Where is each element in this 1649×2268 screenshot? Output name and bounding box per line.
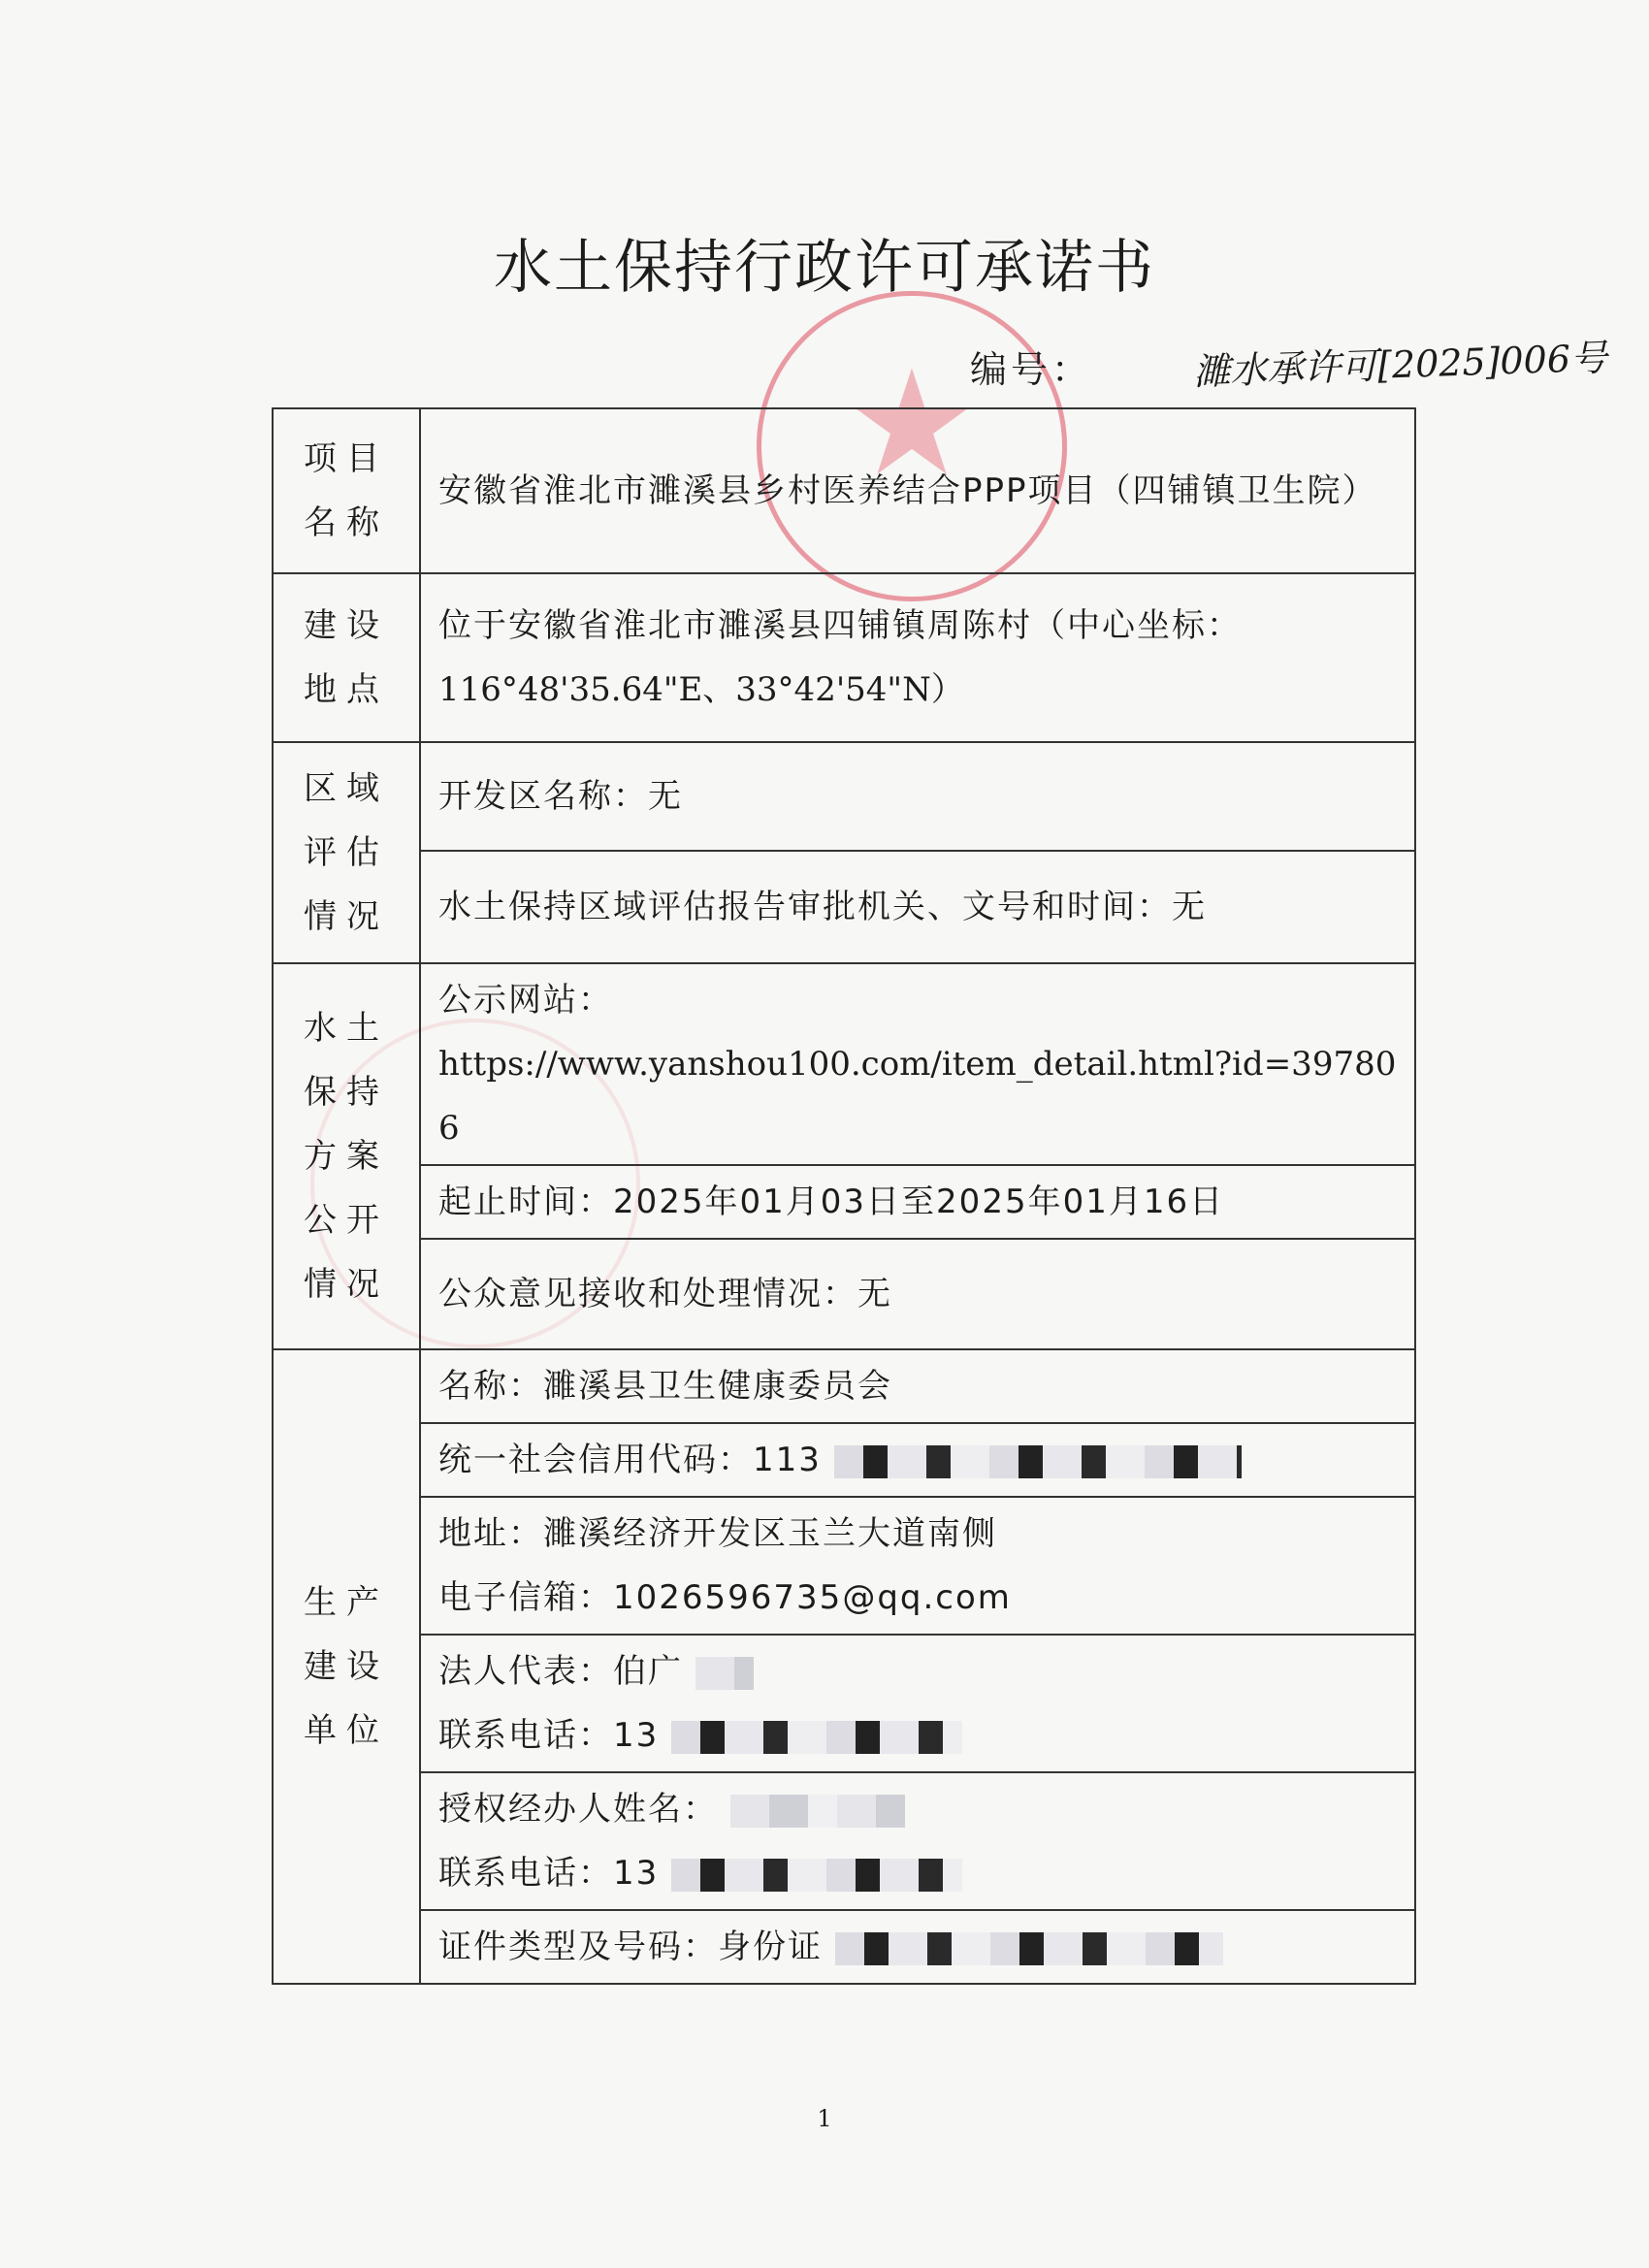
row-plan-disclosure-2 [273, 1165, 1415, 1239]
row-location [273, 573, 1415, 742]
row-producer-3 [273, 1497, 1415, 1635]
redaction-mask [671, 1721, 962, 1754]
label-project-name: 项目 名称 [273, 408, 420, 573]
value-producer-name: 名称：濉溪县卫生健康委员会 [420, 1349, 1415, 1423]
value-legal-rep [420, 1635, 1415, 1772]
legal-rep-text: 法人代表：伯广 [438, 1652, 683, 1691]
row-producer-1 [273, 1349, 1415, 1423]
agent-name-line [438, 1777, 1401, 1841]
value-dev-zone: 开发区名称：无 [420, 742, 1415, 851]
website-label: 公示网站： [438, 981, 613, 1020]
row-producer-4 [273, 1635, 1415, 1772]
row-producer-6 [273, 1910, 1415, 1984]
row-producer-5 [273, 1772, 1415, 1910]
page-number: 1 [817, 2105, 832, 2132]
email-text: 电子信箱：1026596735@qq.com [438, 1578, 1012, 1617]
agent-name-text: 授权经办人姓名： [438, 1790, 718, 1829]
value-public-opinion: 公众意见接收和处理情况：无 [420, 1239, 1415, 1349]
redaction-mask [695, 1657, 754, 1690]
label-producer: 生产 建设 单位 [273, 1349, 420, 1984]
location-line-2: 116°48'35.64"E、33°42'54"N） [438, 670, 964, 709]
row-regional-assessment-2 [273, 851, 1415, 963]
document-title: 水土保持行政许可承诺书 [494, 234, 1155, 302]
redaction-mask [834, 1445, 1242, 1478]
document-number-label: 编号： [970, 348, 1093, 391]
row-producer-2 [273, 1423, 1415, 1497]
address-text: 地址：濉溪经济开发区玉兰大道南侧 [438, 1514, 997, 1553]
value-project-name: 安徽省淮北市濉溪县乡村医养结合PPP项目（四铺镇卫生院） [420, 408, 1415, 573]
website-url: https://www.yanshou100.com/item_detail.html?id=397806 [438, 1045, 1397, 1148]
document-number-handwritten: 濉水承许可[2025]006号 [1192, 336, 1608, 394]
label-location: 建设 地点 [273, 573, 420, 742]
value-assessment-approval: 水土保持区域评估报告审批机关、文号和时间：无 [420, 851, 1415, 963]
agent-phone-text: 联系电话：13 [438, 1854, 660, 1893]
redaction-mask [835, 1932, 1223, 1965]
value-id [420, 1910, 1415, 1984]
credit-code-text: 统一社会信用代码：113 [438, 1441, 822, 1479]
legal-phone-line [438, 1703, 1401, 1767]
row-plan-disclosure-1 [273, 963, 1415, 1165]
row-plan-disclosure-3 [273, 1239, 1415, 1349]
id-type-text: 证件类型及号码：身份证 [438, 1928, 823, 1966]
value-address-email [420, 1497, 1415, 1635]
redaction-mask [730, 1795, 905, 1828]
value-period: 起止时间：2025年01月03日至2025年01月16日 [420, 1165, 1415, 1239]
label-plan-disclosure: 水土 保持 方案 公开 情况 [273, 963, 420, 1349]
row-project-name [273, 408, 1415, 573]
value-agent [420, 1772, 1415, 1910]
agent-phone-line [438, 1841, 1401, 1905]
label-regional-assessment: 区域 评估 情况 [273, 742, 420, 963]
value-location [420, 573, 1415, 742]
location-line-1: 位于安徽省淮北市濉溪县四铺镇周陈村（中心坐标： [438, 606, 1242, 645]
commitment-form-table [272, 407, 1416, 1985]
value-credit-code [420, 1423, 1415, 1497]
value-website [420, 963, 1415, 1165]
redaction-mask [671, 1859, 962, 1892]
row-regional-assessment-1 [273, 742, 1415, 851]
legal-rep-line [438, 1639, 1401, 1703]
legal-phone-text: 联系电话：13 [438, 1716, 660, 1755]
